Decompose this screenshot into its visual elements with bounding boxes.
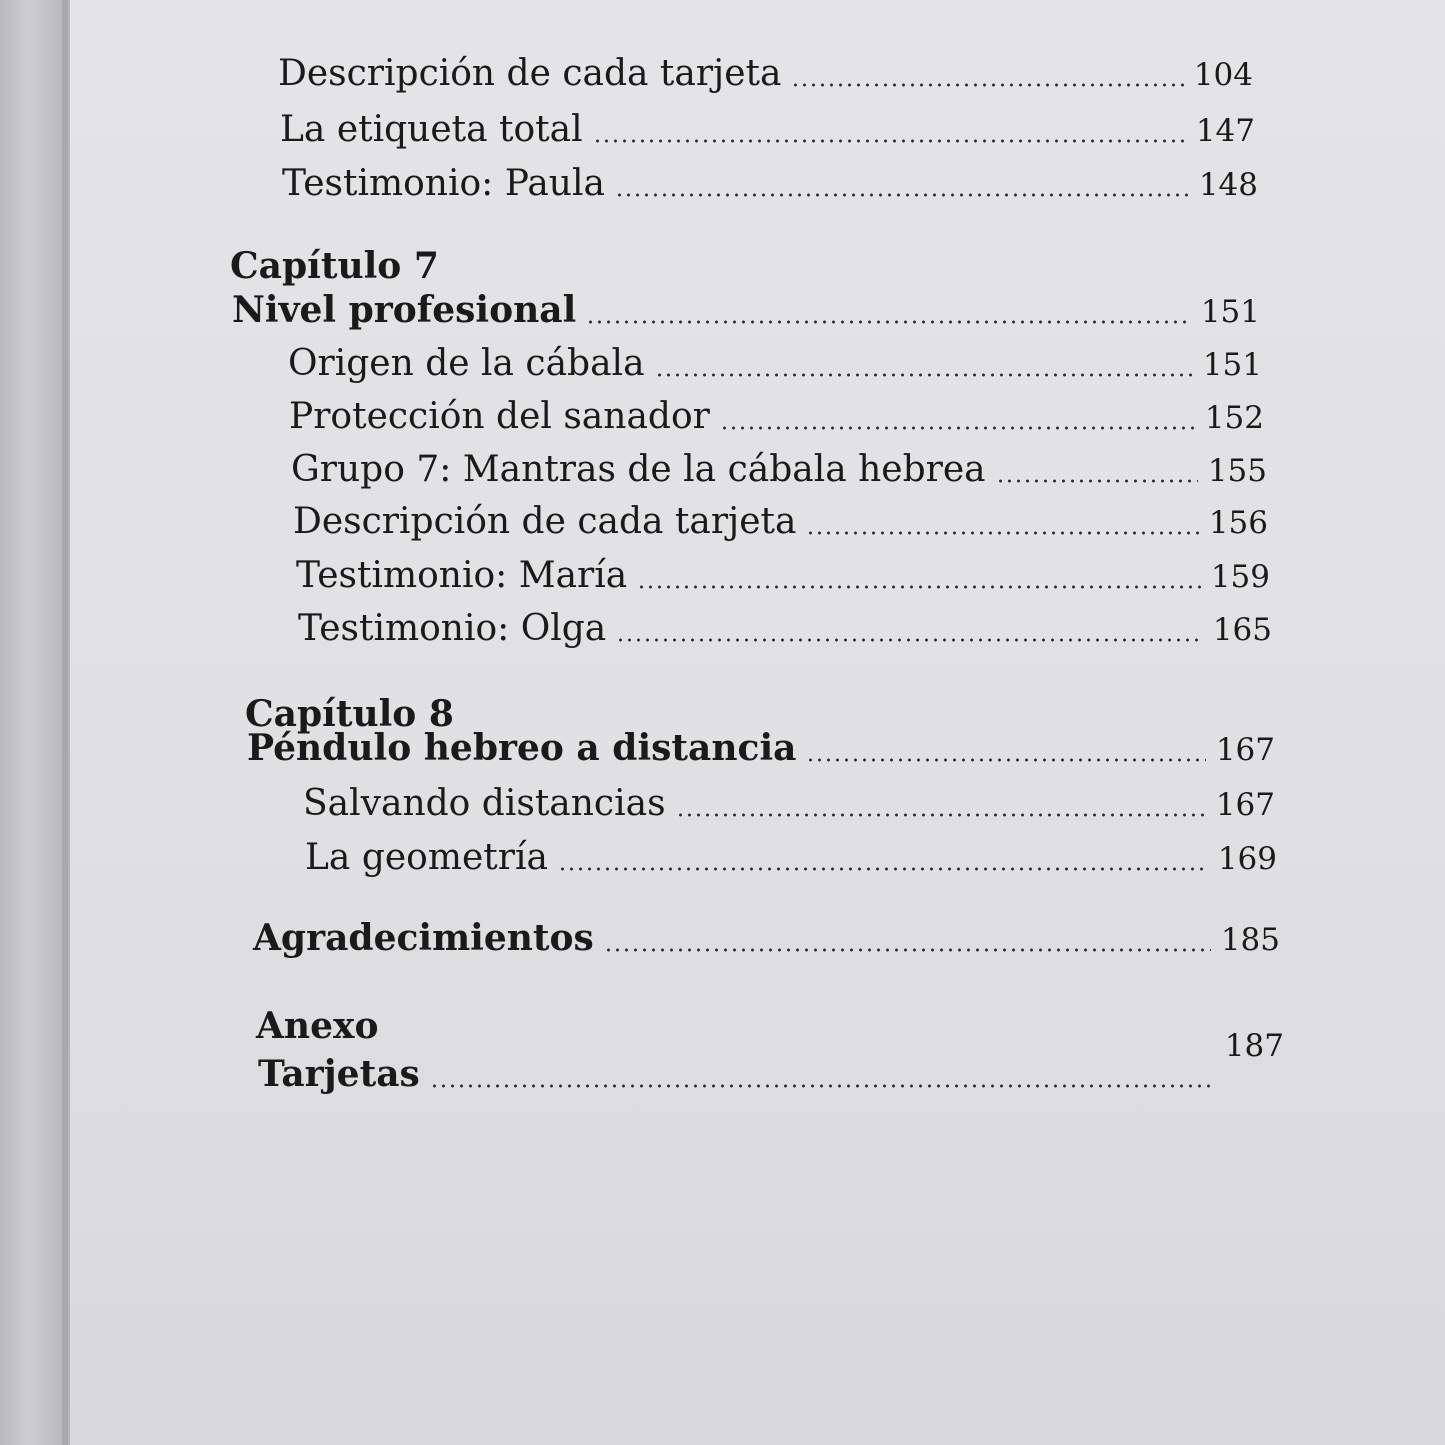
toc-entry-page: 155 xyxy=(1207,453,1267,489)
toc-entry xyxy=(289,395,1264,440)
toc-entry-title: Testimonio: María xyxy=(296,555,628,596)
toc-entry-page: 104 xyxy=(1193,57,1253,93)
toc-entry xyxy=(293,500,1268,545)
chapter-7-heading xyxy=(232,288,1260,334)
toc-entry-page: 152 xyxy=(1204,400,1264,436)
toc-entry-title: La etiqueta total xyxy=(280,109,583,150)
toc-leader-dots xyxy=(720,426,1195,430)
toc-entry-page: 185 xyxy=(1220,922,1280,958)
toc-leader-dots xyxy=(586,320,1191,324)
toc-entry-title: Protección del sanador xyxy=(289,396,710,437)
toc-entry xyxy=(282,162,1258,207)
toc-entry xyxy=(280,108,1255,153)
toc-entry-title: Tarjetas xyxy=(258,1053,420,1095)
toc-leader-dots xyxy=(676,813,1206,817)
toc-entry-title: Salvando distancias xyxy=(303,783,666,824)
toc-entry-title: Nivel profesional xyxy=(232,289,577,331)
toc-entry xyxy=(296,554,1270,599)
toc-entry xyxy=(305,836,1277,881)
toc-entry-title: Descripción de cada tarjeta xyxy=(293,501,797,542)
toc-entry-page: 169 xyxy=(1217,841,1277,877)
toc-leader-dots xyxy=(806,758,1205,762)
toc-entry-title: Grupo 7: Mantras de la cábala hebrea xyxy=(291,449,986,490)
chapter-8-heading xyxy=(247,726,1275,772)
toc-leader-dots xyxy=(593,139,1186,143)
toc-entry xyxy=(303,782,1275,827)
toc-leader-dots xyxy=(615,193,1189,197)
toc-entry-page: 151 xyxy=(1202,347,1262,383)
toc-leader-dots xyxy=(996,479,1198,483)
toc-entry-page: 151 xyxy=(1200,294,1260,330)
toc-entry-title: Descripción de cada tarjeta xyxy=(278,53,782,94)
toc-entry-page: 167 xyxy=(1215,787,1275,823)
toc-entry xyxy=(278,52,1253,97)
toc-entry-page: 187 xyxy=(1224,1028,1284,1064)
toc-entry-title: Testimonio: Paula xyxy=(282,163,605,204)
annex-heading xyxy=(258,1028,1284,1098)
toc-leader-dots xyxy=(655,373,1193,377)
toc-leader-dots xyxy=(558,867,1208,871)
toc-entry-page: 148 xyxy=(1198,167,1258,203)
toc-entry-title: Péndulo hebreo a distancia xyxy=(247,727,797,769)
toc-leader-dots xyxy=(616,638,1203,642)
toc-leader-dots xyxy=(604,948,1211,952)
toc-entry-title: La geometría xyxy=(305,837,548,878)
toc-entry-title: Testimonio: Olga xyxy=(298,608,607,649)
acknowledgements-heading xyxy=(253,916,1280,962)
toc-entry-title: Origen de la cábala xyxy=(288,343,645,384)
toc-entry-page: 147 xyxy=(1195,113,1255,149)
toc-entry-page: 165 xyxy=(1212,612,1272,648)
chapter-8-label: Capítulo 8 xyxy=(245,693,454,735)
toc-entry xyxy=(298,607,1272,652)
toc-entry-page: 159 xyxy=(1210,559,1270,595)
toc-leader-dots xyxy=(637,585,1201,589)
annex-label: Anexo xyxy=(256,1005,379,1047)
toc-leader-dots xyxy=(806,531,1198,535)
toc-entry-page: 167 xyxy=(1215,732,1275,768)
toc-entry xyxy=(291,448,1267,493)
chapter-7-label: Capítulo 7 xyxy=(230,245,439,287)
toc-entry-title: Agradecimientos xyxy=(253,917,594,959)
toc-leader-dots xyxy=(430,1084,1215,1088)
toc-entry-page: 156 xyxy=(1208,505,1268,541)
toc-leader-dots xyxy=(791,83,1183,87)
toc-entry xyxy=(288,342,1262,387)
